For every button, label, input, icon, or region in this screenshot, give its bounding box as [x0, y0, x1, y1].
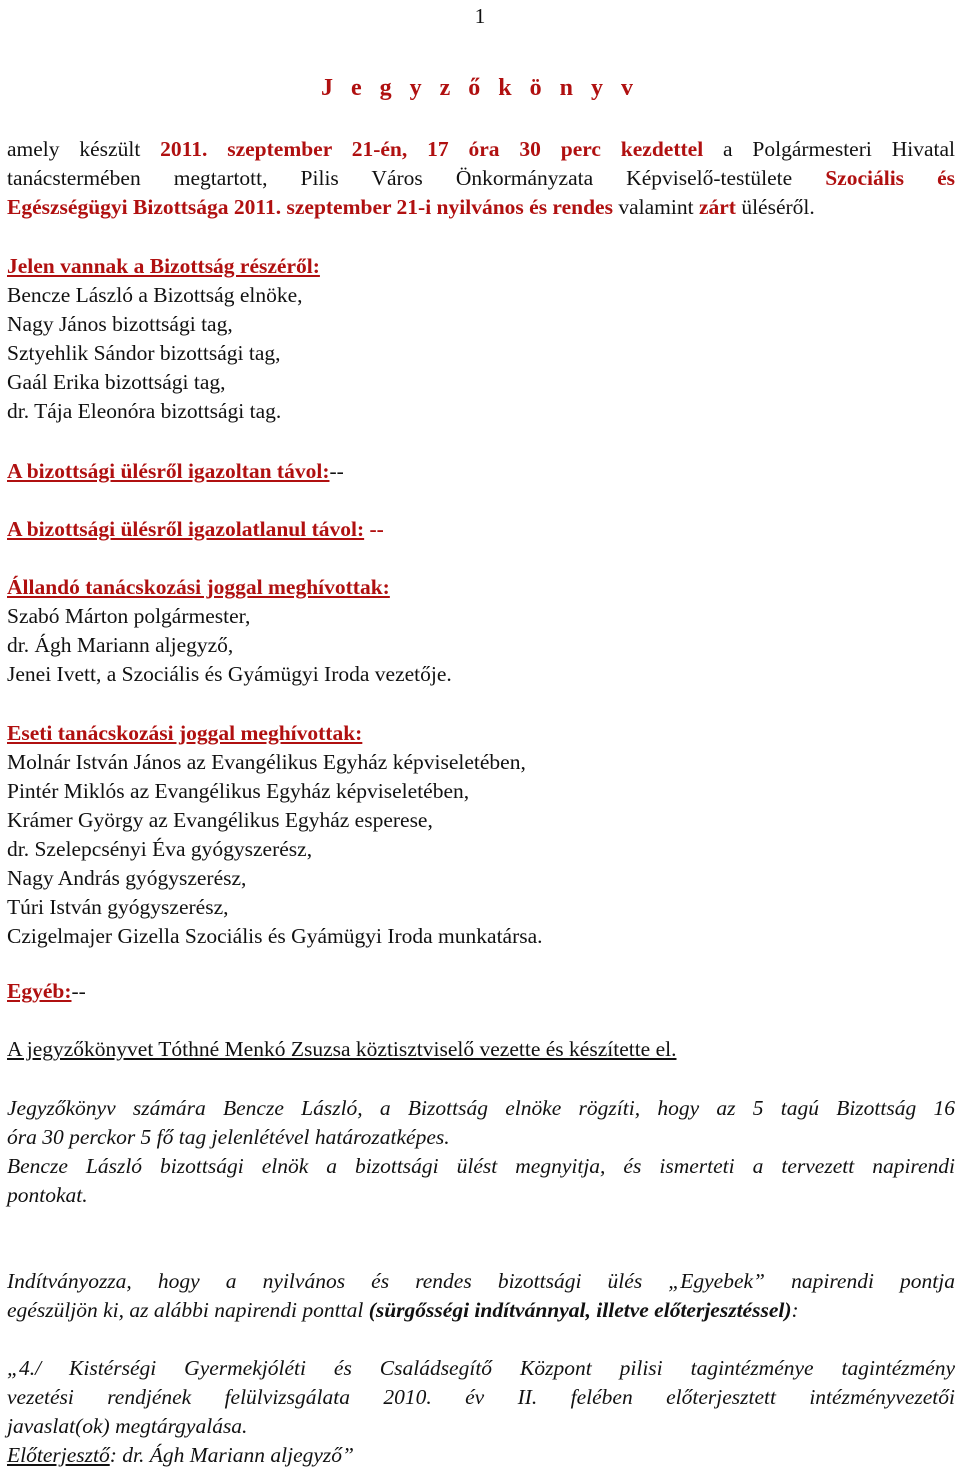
- intro-line-1: amely készült 2011. szeptember 21-én, 17 óra 30 perc kezdettel a Polgármesteri Hivatal: [7, 137, 955, 161]
- opening-line-1: Bencze László bizottsági elnök a bizottsági ülést megnyitja, és ismerteti a tervezett napirendi: [7, 1154, 955, 1178]
- opening-paragraph: [7, 1152, 955, 1210]
- absent-excused-value: --: [329, 459, 344, 483]
- intro-line-3: Egészségügyi Bizottsága 2011. szeptember 21-i nyilvános és rendes valamint zárt üléséről.: [7, 195, 815, 219]
- occasional-invitee: Nagy András gyógyszerész,: [7, 866, 247, 890]
- opening-line-2: pontokat.: [7, 1183, 88, 1207]
- intro-paragraph: [7, 135, 955, 222]
- absent-unexcused-value: --: [364, 517, 384, 541]
- agenda-line-3: javaslat(ok) megtárgyalása.: [7, 1414, 248, 1438]
- permanent-invitee: Jenei Ivett, a Szociális és Gyámügyi Iroda vezetője.: [7, 662, 452, 686]
- quorum-paragraph: [7, 1094, 955, 1152]
- permanent-invitee: Szabó Márton polgármester,: [7, 604, 251, 628]
- other-value: --: [71, 979, 86, 1003]
- present-member: Gaál Erika bizottsági tag,: [7, 370, 226, 394]
- occasional-invitee: Krámer György az Evangélikus Egyház esperese,: [7, 808, 433, 832]
- motion-paragraph: [7, 1267, 955, 1325]
- quorum-line-2: óra 30 perckor 5 fő tag jelenlétével határozatképes.: [7, 1125, 450, 1149]
- permanent-invitees-section: [7, 573, 955, 689]
- agenda-line-2: vezetési rendjének felülvizsgálata 2010. év II. felében előterjesztett intézményvezetői: [7, 1385, 955, 1409]
- other-section: [7, 977, 955, 1006]
- permanent-heading: Állandó tanácskozási joggal meghívottak:: [7, 575, 390, 599]
- present-section: [7, 252, 955, 426]
- occasional-invitee: Pintér Miklós az Evangélikus Egyház képviseletében,: [7, 779, 470, 803]
- present-heading: Jelen vannak a Bizottság részéről:: [7, 254, 320, 278]
- presenter-value: : dr. Ágh Mariann aljegyző”: [109, 1443, 354, 1467]
- absent-unexcused: [7, 515, 955, 544]
- occasional-invitee: Molnár István János az Evangélikus Egyház képviseletében,: [7, 750, 526, 774]
- occasional-invitee: Czigelmajer Gizella Szociális és Gyámügyi Iroda munkatársa.: [7, 924, 543, 948]
- motion-line-2: egészüljön ki, az alábbi napirendi ponttal (sürgősségi indítvánnyal, illetve előterjesztéssel):: [7, 1298, 799, 1322]
- motion-line-1: Indítványozza, hogy a nyilvános és rendes bizottsági ülés „Egyebek” napirendi pontja: [7, 1269, 955, 1293]
- document-title: J e g y z ő k ö n y v: [321, 75, 639, 101]
- absent-excused: [7, 457, 955, 486]
- agenda-presenter: [7, 1441, 955, 1470]
- present-member: dr. Tája Eleonóra bizottsági tag.: [7, 399, 282, 423]
- occasional-heading: Eseti tanácskozási joggal meghívottak:: [7, 721, 363, 745]
- present-member: Bencze László a Bizottság elnöke,: [7, 283, 303, 307]
- minutes-keeper: A jegyzőkönyvet Tóthné Menkó Zsuzsa köztisztviselő vezette és készítette el.: [7, 1037, 677, 1061]
- intro-line-2: tanácstermében megtartott, Pilis Város Önkormányzata Képviselő-testülete Szociális és: [7, 166, 955, 190]
- agenda-item: [7, 1354, 955, 1470]
- occasional-invitee: Túri István gyógyszerész,: [7, 895, 229, 919]
- permanent-invitee: dr. Ágh Mariann aljegyző,: [7, 633, 234, 657]
- present-member: Nagy János bizottsági tag,: [7, 312, 233, 336]
- page-number: 1: [474, 4, 486, 28]
- absent-unexcused-label: A bizottsági ülésről igazolatlanul távol:: [7, 517, 365, 541]
- present-member: Sztyehlik Sándor bizottsági tag,: [7, 341, 281, 365]
- absent-excused-label: A bizottsági ülésről igazoltan távol:: [7, 459, 330, 483]
- occasional-invitee: dr. Szelepcsényi Éva gyógyszerész,: [7, 837, 313, 861]
- occasional-invitees-section: [7, 719, 955, 951]
- quorum-line-1: Jegyzőkönyv számára Bencze László, a Bizottság elnöke rögzíti, hogy az 5 tagú Bizottság 16: [7, 1096, 955, 1120]
- presenter-label: Előterjesztő: [7, 1443, 110, 1467]
- other-label: Egyéb:: [7, 979, 72, 1003]
- agenda-line-1: „4./ Kistérségi Gyermekjóléti és Családsegítő Központ pilisi tagintézménye tagintézmény: [7, 1356, 955, 1380]
